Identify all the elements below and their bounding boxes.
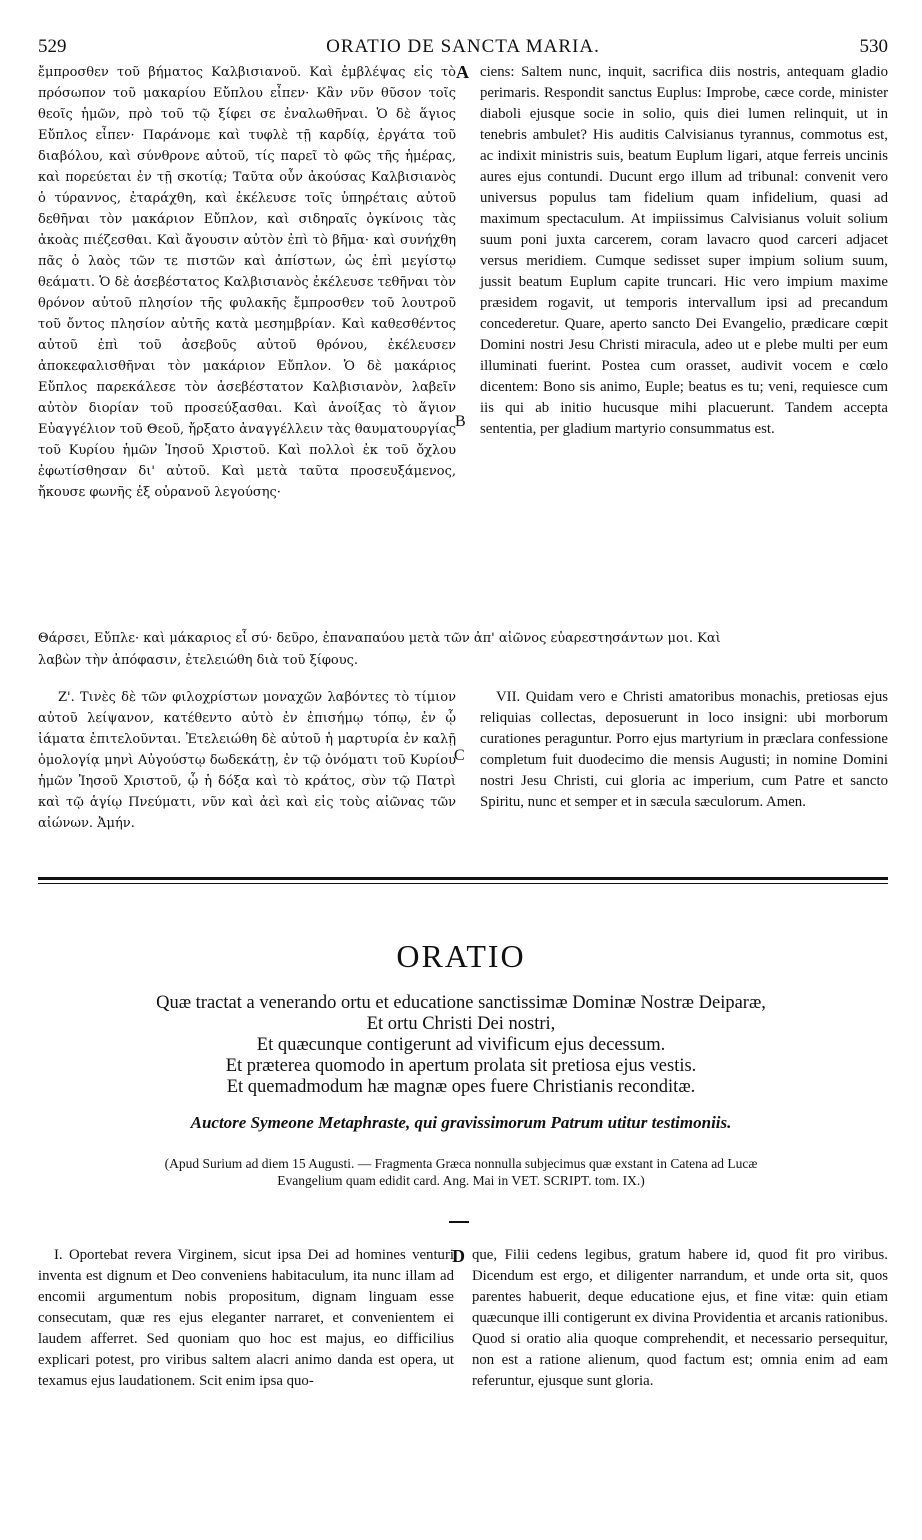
running-title: ORATIO DE SANCTA MARIA. xyxy=(326,36,600,57)
latin-paragraph-martyrdom: ciens: Saltem nunc, inquit, sacrifica diis nostris, antequam gladio perimaris. Respondit sanctus Euplus: Improbe, cæce corde, minister diaboli ejusque socie in solio, quis diei lumen relinquit, ut in tenebris ambulet? His auditis Calvisianus tyrannus, commotus est, ac indixit ministris suis, beatum Euplum ligari, atque ferreis uncinis aures ejus contundi. Ducunt ergo illum ad tribunal: convenit vero universus populus tam fidelium quam infidelium, quasi ad maximum spectaculum. At impiissimus Calvisianus voluit solium suum poni juxta carcerem, coram lavacro quod carceri adjacet versus meridiem. Cumque sedisset super impium solium suum, jussit beatum Euplum capite truncari. Hic vero impium maxime præsidem rogavit, ut temporis intervallum ipsi ad precandum concederetur. Quare, aperto sancto Dei Evangelio, prædicare cœpit Domini nostri Jesu Christi miracula, adeo ut e plebe multi per eum illuminati fuerint. Postea cum orasset, audivit vocem e cœlo dicentem: Bono sis animo, Euple; beatus es tu; veni, requiesce cum iis qui ab initio hucusque mihi placuerunt. Tandem accepta sententia, per gladium martyrio consummatus est. xyxy=(480,64,888,437)
body-paragraph-right: que, Filii cedens legibus, gratum habere id, quod fit pro viribus. Dicendum est ergo, et diligenter narrandum, et unde orta sit, quos parentes habuerit, deque educatione ejus, et fine vitæ: quin etiam quæcunque illi contigerunt ex divina Providentia et arcanis rationibus. Quod si oratio alia quoque comprehendit, et necessario persequitur, non est a ratione alienum, quod factum est; omnia enim ad eam referuntur, ejusque sunt gloria. xyxy=(472,1247,888,1389)
note-line: Evangelium quam edidit card. Ang. Mai in VET. SCRIPT. tom. IX.) xyxy=(277,1173,645,1188)
subtitle-line: Quæ tractat a venerando ortu et educatione sanctissimæ Dominæ Nostræ Deiparæ, xyxy=(156,993,766,1013)
page-header xyxy=(38,36,888,60)
greek-column-section-vii xyxy=(38,687,456,834)
oratio-subtitle xyxy=(60,993,862,1098)
page-number-left: 529 xyxy=(38,36,67,57)
latin-column-top xyxy=(480,62,888,440)
subtitle-line: Et quæcunque contigerunt ad vivificum ejus decessum. xyxy=(256,1035,666,1055)
body-column-left xyxy=(38,1245,454,1392)
margin-marker-b: B xyxy=(455,413,466,430)
body-column-right xyxy=(472,1245,888,1392)
latin-column-section-vii xyxy=(480,687,888,813)
greek-full-width-line: Θάρσει, Εὔπλε· καὶ μάκαριος εἶ σύ· δεῦρο, ἐπαναπαύου μετὰ τῶν ἀπ' αἰῶνος εὐαρεστησάντων μοι. Καὶ xyxy=(38,631,721,646)
latin-paragraph-vii: VII. Quidam vero e Christi amatoribus monachis, pretiosas ejus reliquias collectas, deposuerunt in loco insigni: ubi morborum curationes peraguntur. Porro ejus martyrium in præclara confessione completum fuit duodecimo die mensis Augusti; in nomine Domini nostri Jesu Christi, cui gloria ac imperium, cum Patre et sancto Spiritu, nunc et semper et in sæcula sæculorum. Amen. xyxy=(480,689,888,810)
greek-paragraph-martyrdom: ἔμπροσθεν τοῦ βήματος Καλβισιανοῦ. Καὶ ἐμβλέψας εἰς τὸ πρόσωπον τοῦ μακαρίου Εὔπλου εἶπεν· Κἂν νῦν θῦσον τοῖς θεοῖς ἡμῶν, πρὸ τοῦ τῷ ξίφει σε ἐναλωθῆναι. Ὁ δὲ ἅγιος Εὔπλος εἶπεν· Παράνομε καὶ τυφλὲ τῇ καρδίᾳ, ἐργάτα τοῦ διαβόλου, καὶ σύνθρονε αὐτοῦ, τίς παρεῖ τὸ φῶς τῆς ἡμέρας, καὶ πορεύεται ἐν τῇ σκοτίᾳ; Ταῦτα οὖν ἀκούσας Καλβισιανὸς ὁ τύραννος, ἐταράχθη, καὶ ἐκέλευσε τοῖς ὑπηρέταις αὐτοῦ δεθῆναι τὸν μακάριον Εὔπλον, καὶ σιδηραῖς ὀγκίνοις τὰς ἀκοὰς πιέζεσθαι. Καὶ ἄγουσιν αὐτὸν ἐπὶ τὸ βῆμα· καὶ συνήχθη πᾶς ὁ λαὸς τῶν τε πιστῶν καὶ ἀπίστων, ὡς ἐπὶ μεγίστῳ θεάματι. Ὁ δὲ ἀσεβέστατος Καλβισιανὸς ἐκέλευσε τεθῆναι τὸν θρόνον αὐτοῦ πλησίον τῆς φυλακῆς ἔμπροσθεν τοῦ λουτροῦ τοῦ ὄντος πλησίον αὐτῆς κατὰ μεσημβρίαν. Καὶ καθεσθέντος αὐτοῦ ἐπὶ τοῦ ἀσεβοῦς αὐτοῦ θρόνου, ἐκέλευσεν ἀποκεφαλισθῆναι τὸν μακάριον Εὔπλον. Ὁ δὲ μακάριος Εὔπλος παρεκάλεσε τὸν ἀσεβέστατον Καλβισιανὸν, λαβεῖν αὐτὸν διορίαν τοῦ προσεύξασθαι. Καὶ ἀνοίξας τὸ ἅγιον Εὐαγγέλιον τοῦ Θεοῦ, ἤρξατο ἀναγγέλλειν τὰς θαυματουργίας τοῦ Κυρίου ἡμῶν Ἰησοῦ Χριστοῦ. Καὶ πολλοὶ ἐκ τοῦ ὄχλου ἐφωτίσθησαν δι' αὐτοῦ. Καὶ μετὰ ταῦτα προσευξάμενος, ἤκουσε φωνῆς ἐξ οὐρανοῦ λεγούσης· xyxy=(38,65,456,500)
divider-thick xyxy=(38,877,888,880)
greek-paragraph-vii: Ζ'. Τινὲς δὲ τῶν φιλοχρίστων μοναχῶν λαβόντες τὸ τίμιον αὐτοῦ λείψανον, κατέθεντο αὐτὸ ἐν ἐπισήμῳ τόπῳ, ἐν ᾧ ἰάματα ἐπιτελοῦνται. Ἐτελειώθη δὲ αὐτοῦ ἡ μαρτυρία ἐν καλῇ ὁμολογίᾳ μηνὶ Αὐγούστῳ δωδεκάτῃ, ἐν τῷ ὀνόματι τοῦ Κυρίου ἡμῶν Ἰησοῦ Χριστοῦ, ᾧ ἡ δόξα καὶ τὸ κράτος, σὺν τῷ Πατρὶ καὶ τῷ ἁγίῳ Πνεύματι, νῦν καὶ ἀεὶ καὶ εἰς τοὺς αἰῶνας τῶν αἰώνων. Ἀμήν. xyxy=(38,690,456,831)
author-line: Auctore Symeone Metaphraste, qui gravissimorum Patrum utitur testimoniis. xyxy=(190,1113,732,1132)
subtitle-line: Et ortu Christi Dei nostri, xyxy=(366,1014,556,1034)
margin-marker-d: D xyxy=(452,1246,465,1266)
oratio-title: ORATIO xyxy=(396,938,526,974)
note-line: (Apud Surium ad diem 15 Augusti. — Fragmenta Græca nonnulla subjecimus quæ exstant in Catena ad Lucæ xyxy=(164,1156,758,1171)
greek-column-top xyxy=(38,62,456,503)
margin-marker-c: C xyxy=(454,747,465,764)
section-dash xyxy=(449,1221,469,1223)
body-paragraph-left: I. Oportebat revera Virginem, sicut ipsa Dei ad homines venturi inventa est dignum et Deo conveniens habitaculum, ita nunc illam ad encomii argumentum nobis propositum, dignam linguam esse consecutam, quæ res ejus eleganter narraret, et convenientem ei laudem afferret. Sed quoniam quo hoc est majus, eo difficilius explicari potest, pro viribus saltem alacri animo danda est opera, ut texamus ejus laudationem. Scit enim ipsa quo- xyxy=(38,1247,454,1389)
greek-continuation-line: λαβὼν τὴν ἀπόφασιν, ἐτελειώθη διὰ τοῦ ξίφους. xyxy=(38,653,359,668)
subtitle-line: Et præterea quomodo in apertum prolata sit pretiosa ejus vestis. xyxy=(225,1056,697,1076)
divider-thin xyxy=(38,883,888,884)
source-note xyxy=(60,1155,862,1189)
page-number-right: 530 xyxy=(859,36,888,57)
margin-marker-a: A xyxy=(456,62,469,82)
subtitle-line: Et quemadmodum hæ magnæ opes fuere Christianis reconditæ. xyxy=(226,1077,696,1097)
